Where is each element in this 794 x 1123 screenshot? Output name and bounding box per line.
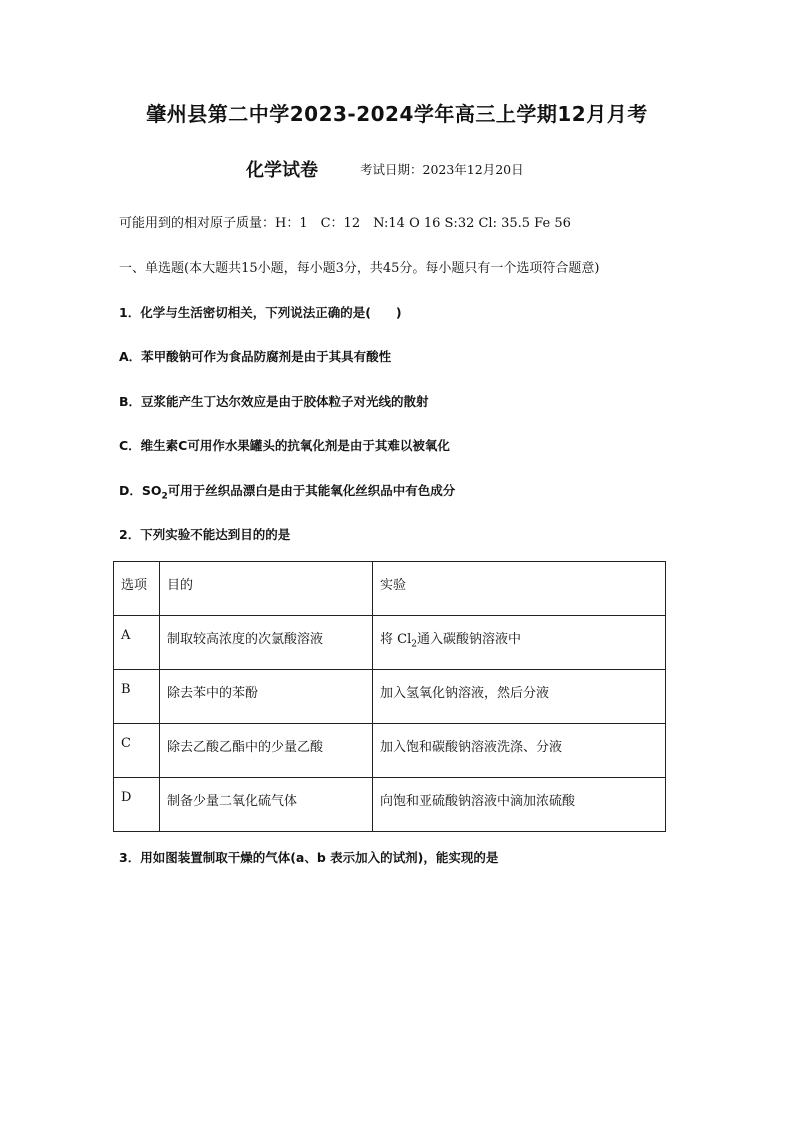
header-experiment: 实验 xyxy=(373,562,666,616)
question-1-stem: 1．化学与生活密切相关，下列说法正确的是( ) xyxy=(119,305,402,320)
row-experiment: 将 $Cl_2$通入碳酸钠溶液中 xyxy=(373,616,666,670)
question-1-option-a: A．苯甲酸钠可作为食品防腐剂是由于其具有酸性 xyxy=(119,349,392,364)
row-label: B xyxy=(114,670,160,724)
header-option: 选项 xyxy=(114,562,160,616)
row-purpose: 制备少量二氧化硫气体 xyxy=(160,778,373,832)
question-1-option-b: B．豆浆能产生丁达尔效应是由于胶体粒子对光线的散射 xyxy=(119,394,429,409)
table-row xyxy=(114,724,666,778)
row-purpose: 除去苯中的苯酚 xyxy=(160,670,373,724)
question-1-option-d: D．$SO_2$可用于丝织品漂白是由于其能氧化丝织品中有色成分 xyxy=(119,483,456,502)
row-experiment: 加入饱和碳酸钠溶液洗涤、分液 xyxy=(373,724,666,778)
table-row xyxy=(114,670,666,724)
question-3-stem: 3．用如图装置制取干燥的气体(a、b 表示加入的试剂)，能实现的是 xyxy=(119,850,499,865)
row-purpose: 除去乙酸乙酯中的少量乙酸 xyxy=(160,724,373,778)
table-row xyxy=(114,616,666,670)
exam-date: 考试日期：2023年12月20日 xyxy=(360,162,524,177)
section-heading: 一、单选题(本大题共15小题，每小题3分，共45分。每小题只有一个选项符合题意) xyxy=(119,261,600,276)
question-1-option-c: C．维生素C可用作水果罐头的抗氧化剂是由于其难以被氧化 xyxy=(119,438,450,453)
table-row xyxy=(114,778,666,832)
atomic-masses: 可能用到的相对原子质量：H：1 C：12 N:14 O 16 S:32 Cl: 35.5 Fe 56 xyxy=(119,216,571,231)
table-header-row xyxy=(114,562,666,616)
row-purpose: 制取较高浓度的次氯酸溶液 xyxy=(160,616,373,670)
exam-subject: 化学试卷 xyxy=(246,160,318,181)
row-experiment: 向饱和亚硫酸钠溶液中滴加浓硫酸 xyxy=(373,778,666,832)
row-label: D xyxy=(114,778,160,832)
row-label: C xyxy=(114,724,160,778)
exam-title: 肇州县第二中学2023-2024学年高三上学期12月月考 xyxy=(146,102,648,126)
question-2-table xyxy=(113,561,666,832)
row-experiment: 加入氢氧化钠溶液，然后分液 xyxy=(373,670,666,724)
header-purpose: 目的 xyxy=(160,562,373,616)
row-label: A xyxy=(114,616,160,670)
question-2-stem: 2．下列实验不能达到目的的是 xyxy=(119,527,291,542)
